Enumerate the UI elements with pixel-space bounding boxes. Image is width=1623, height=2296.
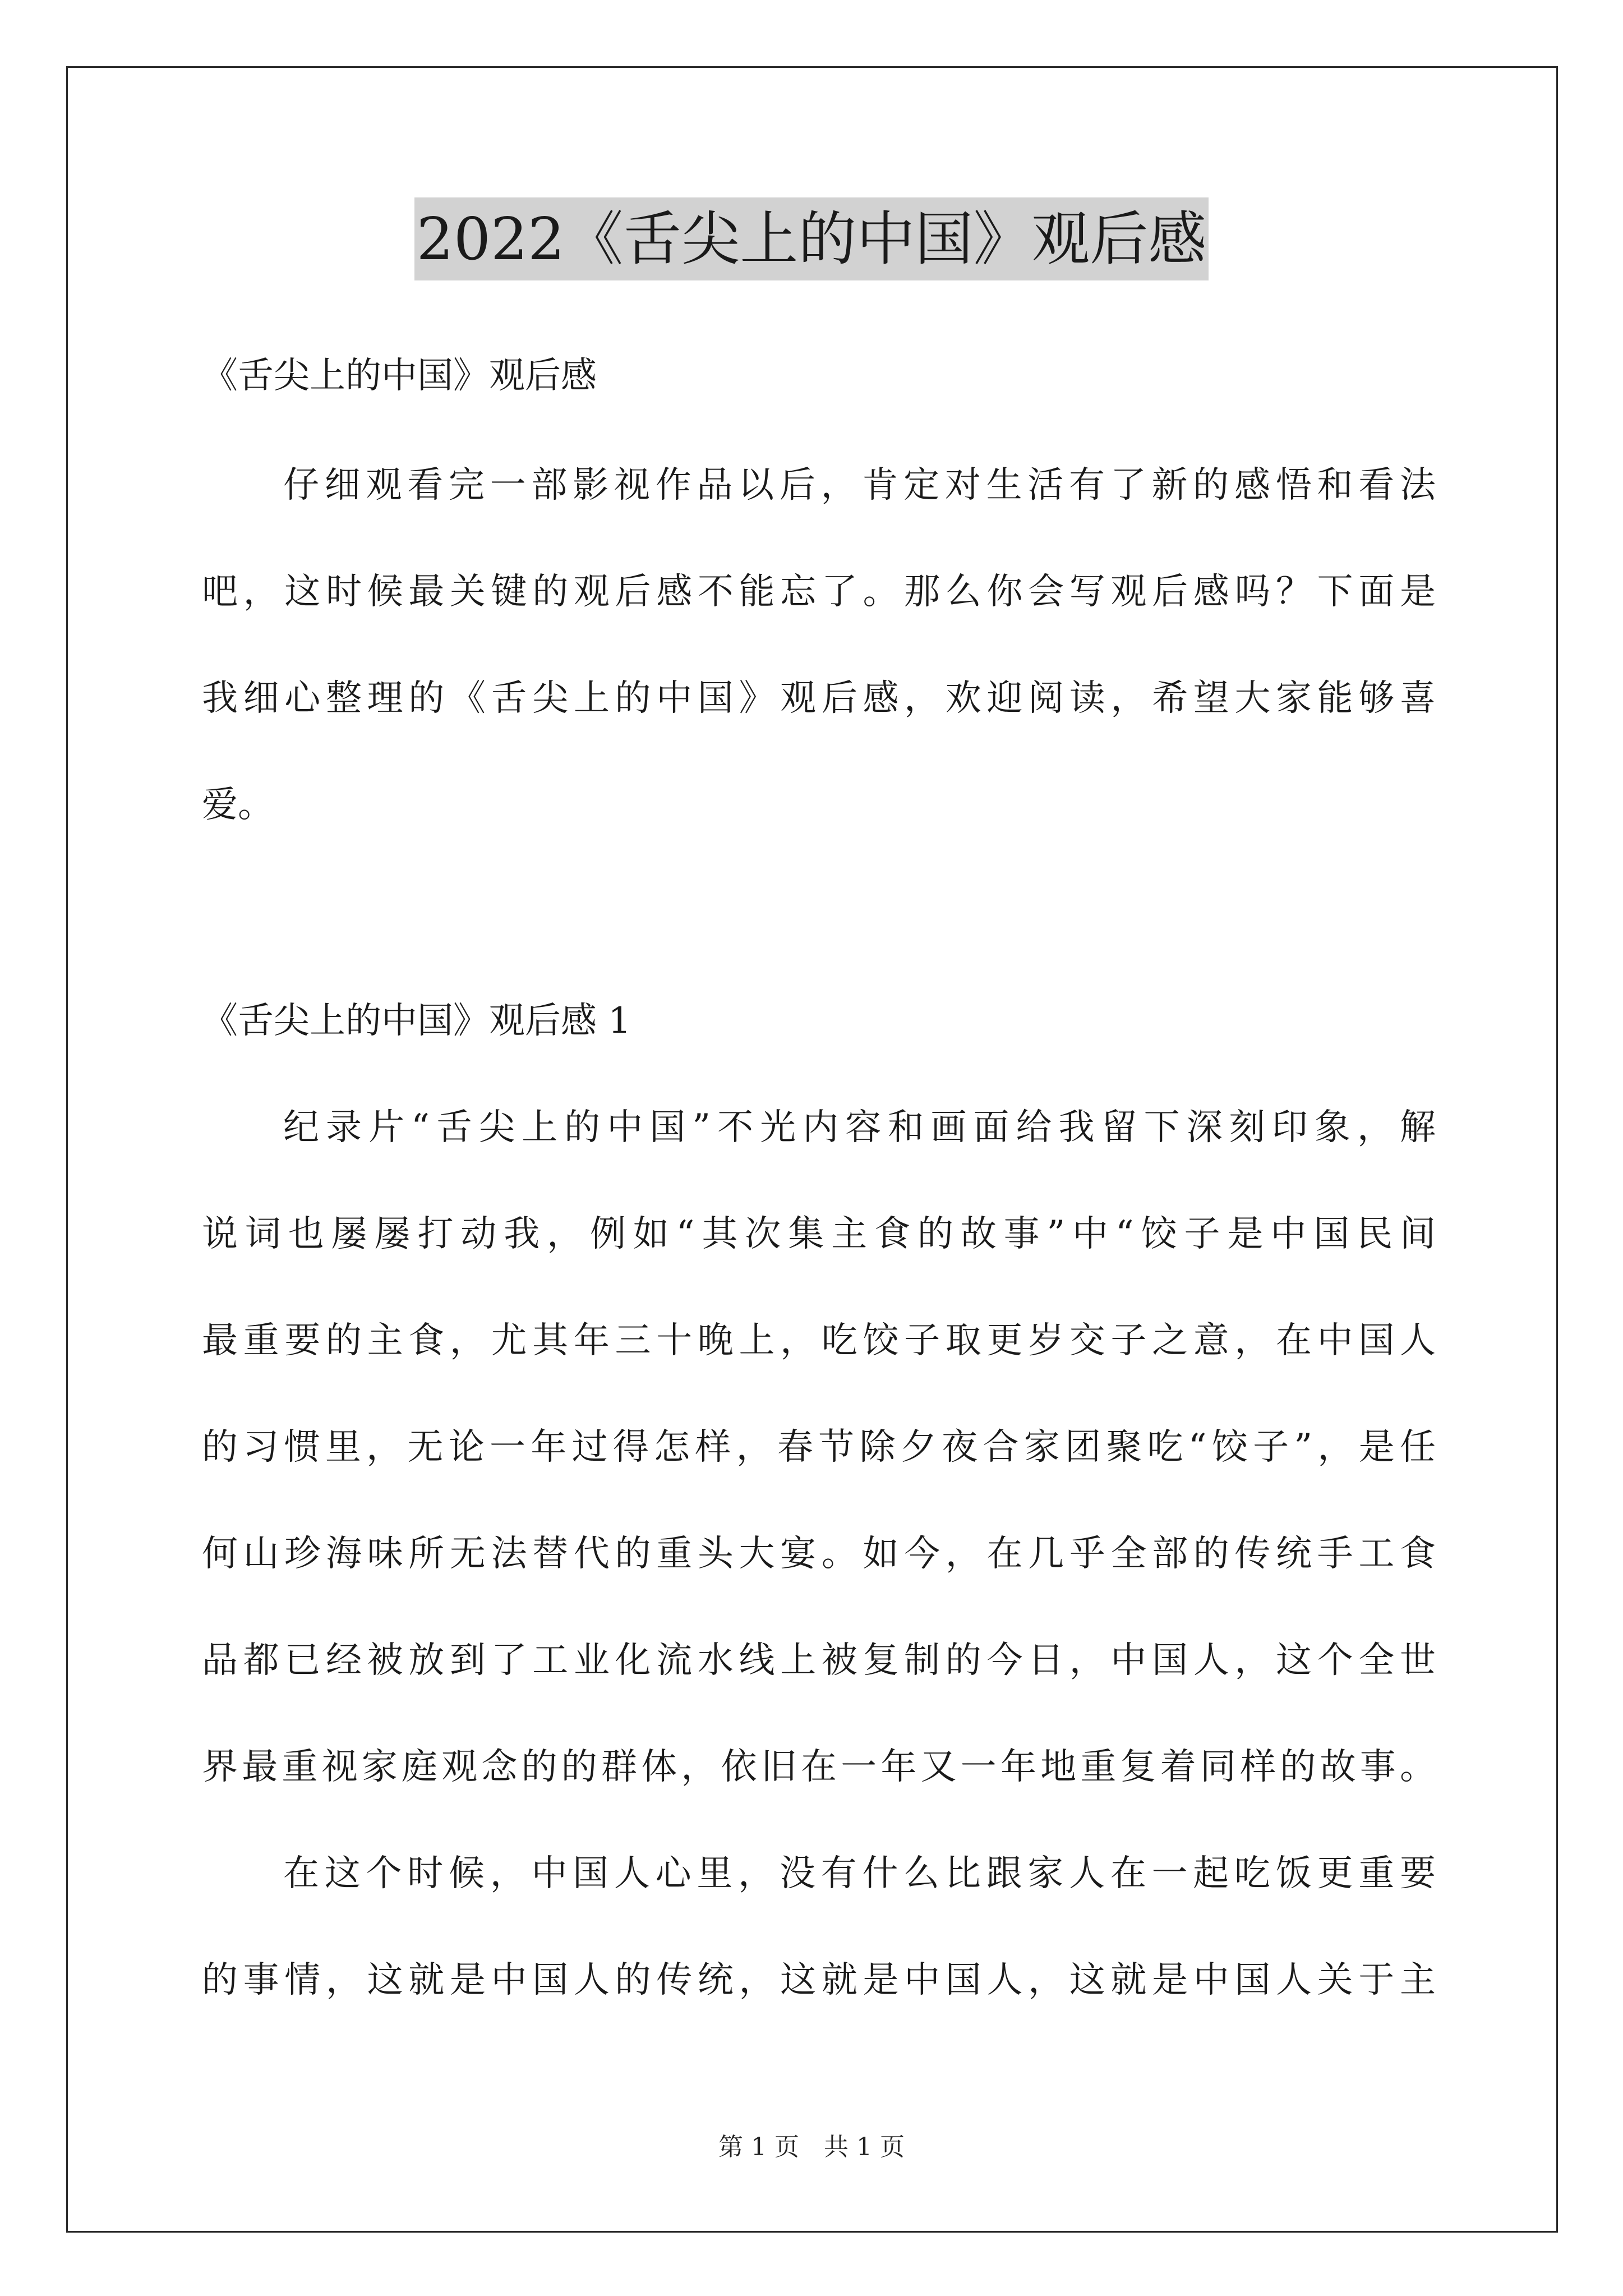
document-title-text: 2022《舌尖上的中国》观后感 (414, 197, 1209, 280)
intro-line: 我细心整理的《舌尖上的中国》观后感，欢迎阅读，希望大家能够喜 (202, 678, 1436, 719)
intro-line: 吧，这时候最关键的观后感不能忘了。那么你会写观后感吗？下面是 (202, 571, 1436, 613)
intro-line: 爱。 (202, 784, 274, 826)
document-title (0, 197, 1623, 280)
section-1-paragraph-line: 纪录片“舌尖上的中国”不光内容和画面给我留下深刻印象，解 (283, 1107, 1436, 1148)
section-1-paragraph-line: 何山珍海味所无法替代的重头大宴。如今，在几乎全部的传统手工食 (202, 1533, 1436, 1575)
section-1-paragraph-line: 的事情，这就是中国人的传统，这就是中国人，这就是中国人关于主 (202, 1959, 1436, 2001)
section-1-paragraph-line: 最重要的主食，尤其年三十晚上，吃饺子取更岁交子之意，在中国人 (202, 1320, 1436, 1361)
section-1-paragraph-line: 品都已经被放到了工业化流水线上被复制的今日，中国人，这个全世 (202, 1640, 1436, 1681)
section-1-paragraph-line: 说词也屡屡打动我，例如“其次集主食的故事”中“饺子是中国民间 (202, 1213, 1436, 1255)
section-1-paragraph-line: 在这个时候，中国人心里，没有什么比跟家人在一起吃饭更重要 (283, 1853, 1436, 1894)
section-1-paragraph-line: 界最重视家庭观念的的群体，依旧在一年又一年地重复着同样的故事。 (202, 1746, 1436, 1788)
intro-line: 仔细观看完一部影视作品以后，肯定对生活有了新的感悟和看法 (283, 464, 1436, 506)
section-1-paragraph-line: 的习惯里，无论一年过得怎样，春节除夕夜合家团聚吃“饺子”，是任 (202, 1427, 1436, 1468)
page-number-footer: 第 1 页 共 1 页 (718, 2133, 905, 2161)
section-1-heading: 《舌尖上的中国》观后感 1 (202, 1000, 631, 1042)
intro-heading: 《舌尖上的中国》观后感 (202, 355, 597, 397)
